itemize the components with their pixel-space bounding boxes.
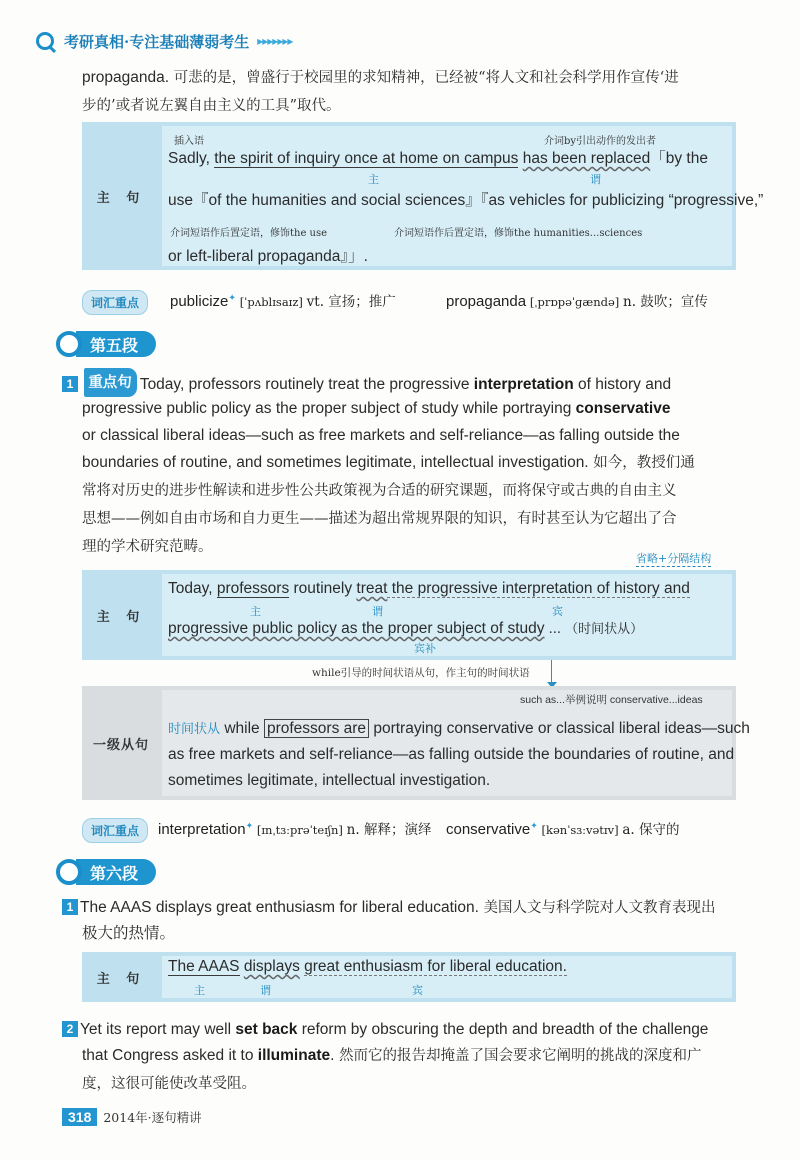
text-segment: reform by obscuring the depth and breadth of the challenge [297, 1021, 709, 1038]
annotation-while: while引导的时间状语从句，作主句的时间状语 [312, 667, 530, 679]
vocab-tag: 词汇重点 [82, 818, 148, 843]
sentence-line-3: or left-liberal propaganda』」. [168, 248, 368, 265]
intro-zh-2: 步的’或者说左翼自由主义的工具”取代。 [82, 98, 341, 114]
sentence-line-1 [168, 958, 567, 976]
analysis-box-main-1 [82, 122, 764, 270]
role-predicate: 谓 [372, 605, 383, 618]
analysis-box-main-2 [82, 570, 736, 660]
time-clause-tag: 时间状从 [168, 722, 221, 737]
brand-title: 考研真相·专注基础薄弱考生 [64, 32, 250, 51]
paragraph-5-body [82, 395, 762, 561]
text-segment: routinely [289, 580, 357, 597]
page-footer [62, 1108, 202, 1126]
boxed-phrase: professors are [264, 719, 369, 738]
object-phrase: the progressive interpretation of history and [387, 580, 690, 597]
section-header-6 [56, 858, 156, 886]
section-title: 第六段 [76, 859, 156, 885]
sentence-line-1 [168, 718, 750, 738]
vocab-ipa: [ɪnˌtɜːprəˈteɪʃn] [256, 823, 343, 837]
keyword: set back [235, 1021, 298, 1038]
text-segment: progressive public policy as the proper subject of study while portraying [82, 400, 576, 417]
vocab-word: interpretation [158, 821, 246, 838]
zh-segment: 美国人文与科学院对人文教育表现出 [478, 900, 716, 916]
role-predicate: 谓 [260, 984, 271, 997]
zh-segment: 理的学术研究范畴。 [82, 539, 213, 555]
vocab-word: propaganda [446, 293, 527, 310]
text-segment: boundaries of routine, and sometimes legitimate, intellectual investigation. [82, 454, 589, 471]
text-segment: of history and [573, 376, 672, 393]
paragraph-6-sentence-1-cont: 极大的热情。 [82, 924, 176, 942]
vocab-ipa: [ˈpʌblɪsaɪz] [239, 295, 303, 309]
box-label: 一级从句 [92, 737, 149, 753]
sentence-line-3: sometimes legitimate, intellectual investigation. [168, 772, 491, 789]
intro-zh-1: 可悲的是，曾盛行于校园里的求知精神，已经被“将人文和社会科学用作宣传‘进 [169, 70, 679, 86]
analysis-box-main-3 [82, 952, 736, 1002]
word-use: use [168, 192, 193, 209]
vocab-entry-conservative [446, 818, 679, 838]
paragraph-6-sentence-2 [62, 1016, 752, 1043]
box-label: 主 句 [96, 190, 146, 206]
role-object: 宾 [552, 605, 563, 618]
object-phrase: great enthusiasm for liberal education. [304, 958, 567, 975]
text-segment: The AAAS displays great enthusiasm for liberal education. [80, 899, 479, 916]
zh-segment: 常将对历史的进步性解读和进步性公共政策视为合适的研究课题，而将保守或古典的自由主义 [82, 483, 677, 499]
text-segment: Today, professors routinely treat the progressive [139, 376, 474, 393]
vocab-def: vt. 宣扬；推广 [306, 294, 396, 310]
of-phrase: 『of the humanities and social sciences』 [193, 192, 481, 209]
role-object: 宾 [412, 984, 423, 997]
arrows-decoration-icon: ▸▸▸▸▸▸▸ [257, 34, 293, 48]
text-segment: while [220, 720, 264, 737]
subject-phrase: The AAAS [168, 958, 240, 975]
predicate-phrase: has been replaced [522, 150, 651, 167]
vocab-ipa: [kənˈsɜːvətɪv] [541, 823, 619, 837]
vocab-ipa: [ˌprɒpəˈɡændə] [529, 295, 620, 309]
text-segment: . [330, 1047, 335, 1064]
vocab-entry-interpretation [158, 818, 431, 838]
keyword: interpretation [473, 376, 574, 393]
zh-segment: 然而它的报告却掩盖了国会要求它阐明的挑战的深度和广 [334, 1048, 702, 1064]
subject-word: professors [216, 580, 290, 597]
zh-segment: 思想——例如自由市场和自力更生——描述为超出常规界限的知识，有时甚至认为它超出了合 [82, 511, 677, 527]
vocab-entry-propaganda [446, 290, 708, 310]
intro-paragraph [82, 64, 742, 120]
sentence-line-2 [168, 618, 643, 638]
subject-phrase: the spirit of inquiry once at home on campus [214, 150, 519, 167]
zh-segment: 度，这很可能使改革受阻。 [82, 1076, 256, 1092]
box-label: 主 句 [96, 609, 146, 625]
section-header-5 [56, 330, 156, 358]
annotation-insert: 插入语 [174, 136, 204, 147]
text-segment: Today, [168, 580, 217, 597]
sentence-number: 2 [62, 1021, 78, 1037]
role-complement: 宾补 [414, 642, 436, 655]
text-segment: or classical liberal ideas—such as free markets and self-reliance—as falling outside the [82, 427, 680, 444]
as-phrase: 『as vehicles for publicizing “progressive,” [480, 192, 764, 209]
keyword: illuminate [257, 1047, 331, 1064]
annotation-right: 介词短语作后置定语，修饰the humanities...sciences [394, 228, 643, 239]
predicate-word: treat [356, 580, 388, 597]
sentence-line-1 [168, 580, 690, 598]
page-header [36, 30, 292, 52]
annotation-such-as: such as...举例说明 conservative...ideas [520, 694, 703, 706]
sentence-number: 1 [62, 899, 78, 915]
search-logo-icon [36, 32, 54, 50]
role-subject: 主 [368, 173, 379, 186]
section-title: 第五段 [76, 331, 156, 357]
intro-en: propaganda. [82, 69, 170, 86]
role-predicate: 谓 [590, 173, 601, 186]
box-label: 主 句 [96, 971, 146, 987]
word-sadly: Sadly, [168, 150, 210, 167]
predicate-word: displays [243, 958, 300, 975]
search-logo-icon [56, 331, 82, 357]
text-segment: portraying conservative or classical liberal ideas—such [369, 720, 750, 737]
paragraph-6-sentence-1 [62, 894, 752, 922]
text-segment: that Congress asked it to [82, 1047, 258, 1064]
vocab-entry-publicize [170, 290, 396, 310]
paragraph-5 [62, 368, 752, 398]
role-subject: 主 [194, 984, 205, 997]
sentence-number: 1 [62, 376, 78, 392]
key-sentence-flag: 重点句 [84, 368, 137, 397]
zh-segment: 如今，教授们通 [588, 455, 695, 471]
footer-title: 2014年·逐句精讲 [103, 1110, 202, 1125]
structure-tag: 省略+分隔结构 [636, 552, 712, 565]
star-icon: ✦ [530, 820, 538, 831]
keyword: conservative [575, 400, 671, 417]
vocab-def: a. 保守的 [622, 822, 680, 838]
role-subject: 主 [250, 605, 261, 618]
sentence-line-2: as free markets and self-reliance—as falling outside the boundaries of routine, and [168, 746, 735, 763]
vocab-def: n. 解释；演绎 [346, 822, 432, 838]
search-logo-icon [56, 859, 82, 885]
star-icon: ✦ [228, 292, 236, 303]
annotation-left: 介词短语作后置定语，修饰the use [170, 228, 328, 239]
star-icon: ✦ [245, 820, 254, 831]
complement-phrase: progressive public policy as the proper subject of study [168, 620, 545, 637]
text-segment: Yet its report may well [80, 1021, 236, 1038]
annotation-by: 介词by引出动作的发出者 [544, 136, 657, 147]
analysis-box-sub [82, 686, 750, 800]
vocab-word: publicize [170, 293, 229, 310]
paragraph-6-sentence-2-cont [82, 1042, 762, 1098]
clause-note: ... （时间状从） [544, 622, 644, 637]
page-number: 318 [62, 1108, 97, 1126]
sentence-line-1 [168, 146, 708, 168]
vocab-word: conservative [446, 821, 531, 838]
sentence-line-2 [168, 188, 763, 210]
by-phrase: 「by the [650, 150, 708, 167]
vocab-tag: 词汇重点 [82, 290, 148, 315]
vocab-def: n. 鼓吹；宣传 [623, 294, 708, 310]
